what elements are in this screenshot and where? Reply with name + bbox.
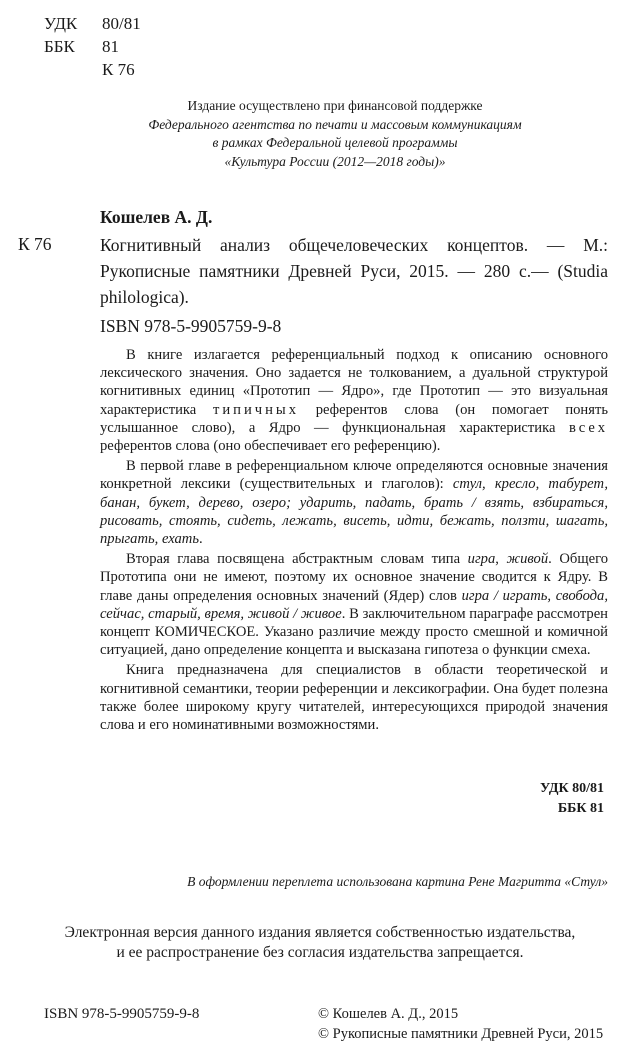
- copyright-publisher: © Рукописные памятники Древней Руси, 2015: [318, 1026, 604, 1042]
- funding-line-3: в рамках Федеральной целевой программы: [212, 135, 458, 150]
- abstract-paragraph-1: В книге излагается референциальный подход к описанию основного лексического значения. Оно задается не толкованием, а дуальной структурой когнитивных единиц «Прототип — Ядро», где Прототип — это визуальная характеристика типичных референтов слова (он помогает понять услышанное слово), а Ядро — функциональная характеристика всех референтов слова (оно обеспечивает его референцию).: [100, 347, 608, 455]
- udk-code-right: УДК 80/81: [539, 781, 604, 796]
- author-code: К 76: [102, 60, 135, 79]
- classification-block: [44, 12, 141, 81]
- example-words-abstract: игра / играть, свобода, сейчас, старый, время, живой / живое: [100, 587, 608, 622]
- spaced-word-all: всех: [568, 419, 608, 436]
- funding-line-1: Издание осуществлено при финансовой поддержке: [187, 98, 483, 113]
- abstract-paragraph-3: Вторая глава посвящена абстрактным словам типа игра, живой. Общего Прототипа они не имеют, поэтому их основное значение сводится к Ядру. В главе даны определения основных значений (Ядер) слов игра / играть, свобода, сейчас, старый, время, живой / живое. В заключительном параграфе рассмотрен концепт КОМИЧЕСКОЕ. Указано различие между просто смешной и комичной ситуацией, дано определение концепта и высказана гипотеза о функции смеха.: [100, 551, 608, 659]
- udk-row: [44, 12, 141, 35]
- notice-line-1: Электронная версия данного издания является собственностью издательства,: [64, 924, 576, 941]
- author-name: Кошелев А. Д.: [100, 207, 213, 227]
- classification-codes-right: [540, 779, 604, 819]
- funding-line-2: Федерального агентства по печати и массовым коммуникациям: [148, 116, 522, 132]
- copyright-author: © Кошелев А. Д., 2015: [318, 1006, 459, 1022]
- electronic-version-notice: [20, 923, 620, 963]
- bbk-code-right: ББК 81: [557, 801, 604, 816]
- isbn-main: ISBN 978-5-9905759-9-8: [100, 316, 282, 336]
- bbk-label: ББК: [44, 37, 75, 56]
- abstract: [100, 346, 608, 736]
- udk-value: 80/81: [102, 14, 141, 33]
- author-code-row: [44, 58, 141, 81]
- abstract-paragraph-2: В первой главе в референциальном ключе определяются основные значения конкретной лексики (существительных и глаголов): стул, кресло, табурет, банан, букет, дерево, озеро; ударить, падать, брать / взять, взбираться, рисовать, стоять, сидеть, лежать, висеть, идти, бежать, ползти, шагать, прыгать, ехать.: [100, 458, 608, 548]
- cover-note: В оформлении переплета использована картина Рене Магритта «Стул»: [187, 874, 608, 889]
- entry-author-code: К 76: [18, 234, 52, 254]
- funding-line-4: «Культура России (2012—2018 годы)»: [224, 153, 446, 169]
- isbn-footer: ISBN 978-5-9905759-9-8: [44, 1006, 200, 1022]
- bbk-row: [44, 35, 141, 58]
- bibliographic-description: Когнитивный анализ общечеловеческих концептов. — М.: Рукописные памятники Древней Руси, 2015. — 280 с.— (Studia philologica).: [100, 235, 608, 307]
- copyright-block: [318, 1004, 603, 1044]
- udk-label: УДК: [44, 14, 78, 33]
- spaced-word-typical: типичных: [212, 401, 300, 418]
- funding-note: [100, 97, 570, 171]
- bbk-value: 81: [102, 37, 119, 56]
- example-words-concrete: стул, кресло, табурет, банан, букет, дерево, озеро; ударить, падать, брать / взять, взбираться, рисовать, стоять, сидеть, лежать, висеть, идти, бежать, ползти, шагать, прыгать, ехать: [100, 476, 608, 548]
- notice-line-2: и ее распространение без согласия издательства запрещается.: [116, 944, 524, 961]
- abstract-paragraph-4: Книга предназначена для специалистов в области теоретической и когнитивной семантики, теории референции и лексикографии. Она будет полезна также более широкому кругу читателей, интересующихся природой значения слова и его номинативными возможностями.: [100, 662, 608, 734]
